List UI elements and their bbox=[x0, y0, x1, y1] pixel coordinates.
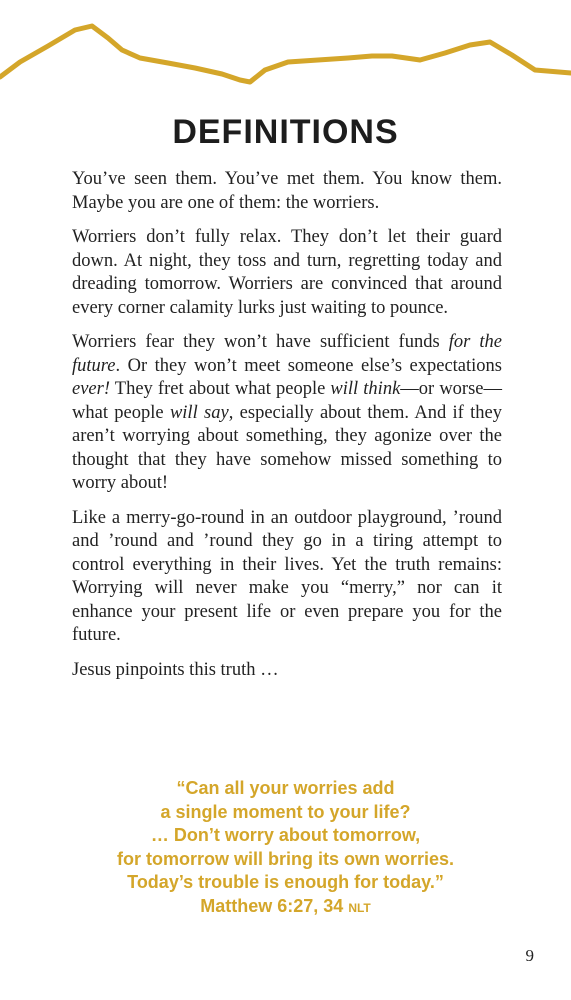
reference-version: NLT bbox=[348, 900, 371, 915]
emphasis-ever: ever! bbox=[72, 379, 110, 399]
paragraph-3-text: , especially about them. And if they aren’t worrying about something, they agonize over the thought that they have somehow missed something to worry about! bbox=[72, 402, 503, 493]
paragraph-3-text: Worriers fear they won’t have sufficient funds bbox=[72, 332, 449, 352]
reference-verse: Matthew 6:27, 34 bbox=[200, 895, 344, 916]
emphasis-for-the-future: for the future bbox=[72, 332, 502, 376]
quote-line: … Don’t worry about tomorrow, bbox=[150, 825, 421, 845]
mountain-line-decoration bbox=[0, 0, 571, 100]
scripture-quote bbox=[0, 777, 571, 920]
paragraph-3 bbox=[72, 331, 502, 496]
quote-line: a single moment to your life? bbox=[160, 801, 411, 822]
paragraph-2: Worriers don’t fully relax. They don’t let their guard down. At night, they toss and turn, regretting today and dreading tomorrow. Worriers are convinced that around every corner calamity lurks just waiting to pounce. bbox=[72, 227, 502, 318]
page-number: 9 bbox=[525, 946, 534, 965]
paragraph-3-text: . Or they won’t meet someone else’s expectations bbox=[115, 355, 502, 376]
quote-line: Today’s trouble is enough for today.” bbox=[127, 872, 444, 892]
body-text bbox=[72, 168, 502, 693]
paragraph-3-text: They fret about what people bbox=[110, 379, 331, 399]
quote-reference bbox=[0, 895, 571, 921]
paragraph-5: Jesus pinpoints this truth … bbox=[72, 659, 279, 680]
emphasis-will-say: will say bbox=[169, 402, 229, 423]
quote-line: for tomorrow will bring its own worries. bbox=[116, 848, 455, 869]
paragraph-1: You’ve seen them. You’ve met them. You know them. Maybe you are one of them: the worriers. bbox=[72, 169, 502, 213]
page-title: DEFINITIONS bbox=[172, 113, 399, 151]
emphasis-will-think: will think bbox=[330, 379, 401, 399]
paragraph-4: Like a merry-go-round in an outdoor playground, ’round and ’round and ’round they go in a tiring attempt to control everything in their lives. Yet the truth remains: Worrying will never make you “merry,” nor can it enhance your present life or even prepare you for the future. bbox=[72, 507, 502, 645]
paragraph-3-text: —or worse—what people bbox=[72, 379, 503, 423]
quote-line: “Can all your worries add bbox=[176, 778, 395, 798]
